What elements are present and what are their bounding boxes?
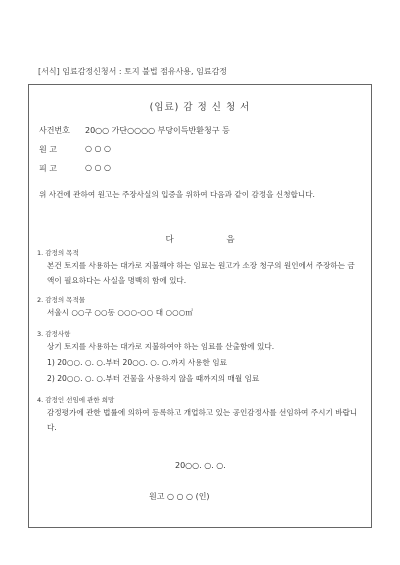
section-text: 2) 20○○. ○. ○.부터 건물을 사용하지 않을 때까지의 매월 임료 xyxy=(47,374,260,383)
intro-paragraph: 위 사건에 관하여 원고는 주장사실의 입증을 위하여 다음과 같이 감정을 신청합니다. xyxy=(39,190,315,199)
form-title: (임료) 감 정 신 청 서 xyxy=(149,102,251,113)
section-heading: 3. 감정사항 xyxy=(37,330,71,338)
document-caption: [서식] 임료감정신청서 : 토지 불법 점유사용, 임료감정 xyxy=(38,67,228,76)
section-heading: 2. 감정의 목적물 xyxy=(37,296,86,304)
form-frame xyxy=(28,84,372,528)
section-heading: 1. 감정의 목적 xyxy=(37,249,79,257)
plaintiff-signature: 원고 ○ ○ ○ (인) xyxy=(149,492,210,501)
case-number-value: 20○○ 가단○○○○ 부당이득반환청구 등 xyxy=(85,126,230,135)
defendant-label: 피 고 xyxy=(39,164,57,173)
section-text: 본건 토지를 사용하는 대가로 지불해야 하는 임료는 원고가 소장 청구의 원인에서 주장하는 금액이 필요하다는 사실을 명백히 함에 있다. xyxy=(47,261,355,285)
defendant-value: ○ ○ ○ xyxy=(85,163,112,172)
section-heading: 4. 감정인 선임에 관한 희망 xyxy=(37,396,115,404)
plaintiff-label: 원 고 xyxy=(39,145,57,154)
section-text: 서울시 ○○구 ○○동 ○○○-○○ 대 ○○○㎡ xyxy=(47,308,193,317)
case-number-label: 사건번호 xyxy=(39,126,70,135)
section-text: 1) 20○○. ○. ○.부터 20○○. ○. ○.까지 사용한 임료 xyxy=(47,358,227,367)
section-text: 상기 토지를 사용하는 대가로 지불하여야 하는 임료를 산출함에 있다. xyxy=(47,342,275,351)
next-heading: 다 음 xyxy=(165,235,235,245)
plaintiff-value: ○ ○ ○ xyxy=(85,144,112,153)
filing-date: 20○○. ○. ○. xyxy=(175,461,226,470)
section-text: 감정평가에 관한 법률에 의하여 등록하고 개업하고 있는 공인감정사를 선임하여 주시기 바랍니다. xyxy=(47,408,358,432)
